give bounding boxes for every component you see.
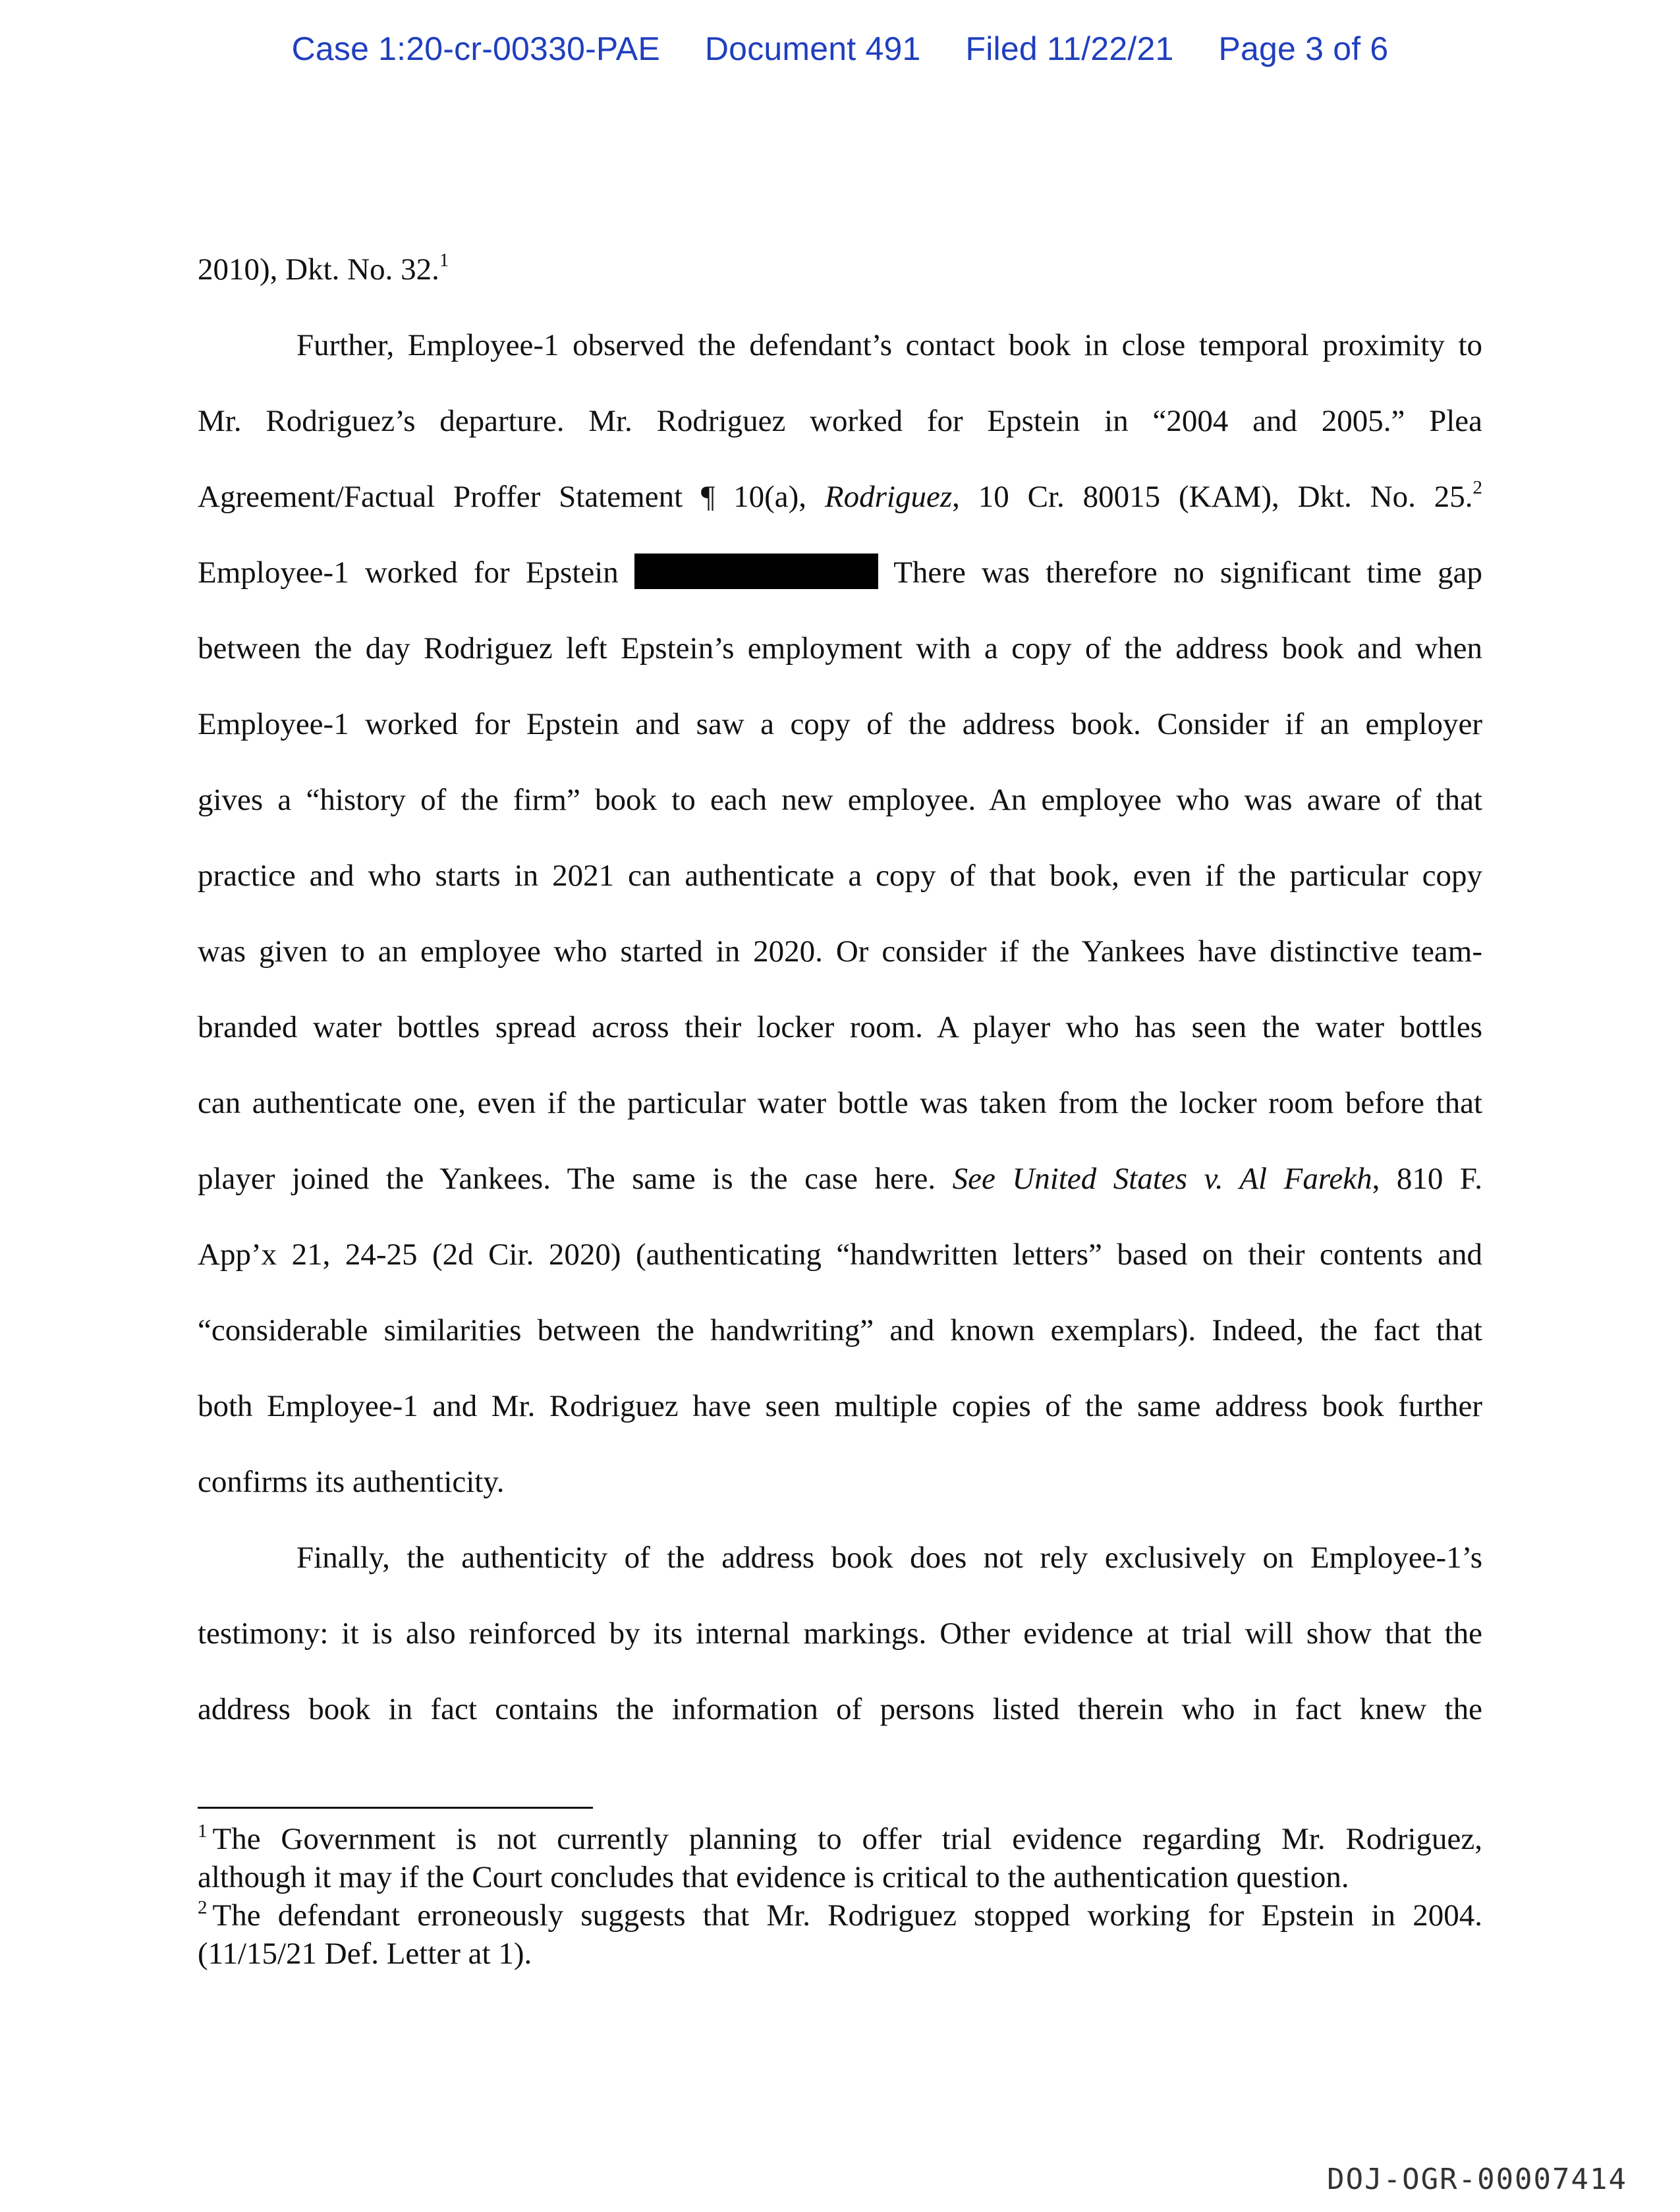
text-line: address book in fact contains the information of persons listed therein who in fact knew the xyxy=(198,1692,1482,1726)
text-line: Employee-1 worked for Epstein There was therefore no significant time gap xyxy=(198,535,1482,611)
paragraph-start: Further, Employee-1 observed the defendant’s contact book in close temporal proximity to xyxy=(296,328,1482,362)
text-line: Employee-1 worked for Epstein and saw a copy of the address book. Consider if an employer xyxy=(198,707,1482,741)
footnote-ref-2: 2 xyxy=(1472,477,1483,498)
footnote-ref-1: 1 xyxy=(439,250,449,271)
footnote-1: $^1$ The Government is not currently planning to offer trial evidence regarding Mr. Rodriguez, xyxy=(198,1821,1482,1856)
text-line: can authenticate one, even if the particular water bottle was taken from the locker room before that xyxy=(198,1086,1482,1120)
text-line: testimony: it is also reinforced by its internal markings. Other evidence at trial will show that the xyxy=(198,1616,1482,1651)
footnote-2-cont: (11/15/21 Def. Letter at 1). xyxy=(198,1937,532,1971)
redaction-block xyxy=(634,553,878,589)
ecf-header xyxy=(0,30,1680,68)
document-number: Document 491 xyxy=(704,30,921,67)
text-line: Mr. Rodriguez’s departure. Mr. Rodriguez worked for Epstein in “2004 and 2005.” Plea xyxy=(198,404,1482,438)
bates-number: DOJ-OGR-00007414 xyxy=(1327,2163,1627,2196)
text-line: confirms its authenticity. xyxy=(198,1465,505,1499)
text-line: 2010), Dkt. No. 32.$^1$ xyxy=(198,250,449,287)
text-line: Agreement/Factual Proffer Statement ¶ 10(a), Rodriguez, 10 Cr. 80015 (KAM), Dkt. No. 25.$^2$ xyxy=(198,477,1483,514)
text-line: “considerable similarities between the handwriting” and known exemplars). Indeed, the fact that xyxy=(198,1313,1482,1347)
footnotes xyxy=(198,1820,1482,1973)
text-line: practice and who starts in 2021 can authenticate a copy of that book, even if the particular copy xyxy=(198,859,1482,893)
text-line: both Employee-1 and Mr. Rodriguez have seen multiple copies of the same address book further xyxy=(198,1389,1482,1423)
text-line: gives a “history of the firm” book to each new employee. An employee who was aware of that xyxy=(198,783,1482,817)
text-line: between the day Rodriguez left Epstein’s employment with a copy of the address book and when xyxy=(198,631,1482,666)
filed-date: Filed 11/22/21 xyxy=(965,30,1174,67)
text-line: branded water bottles spread across their locker room. A player who has seen the water bottles xyxy=(198,1010,1482,1044)
case-number: Case 1:20-cr-00330-PAE xyxy=(291,30,660,67)
footnote-1-cont: although it may if the Court concludes that evidence is critical to the authentication question. xyxy=(198,1860,1349,1894)
case-citation: See United States v. Al Farekh xyxy=(952,1162,1372,1196)
paragraph-start: Finally, the authenticity of the address book does not rely exclusively on Employee-1’s xyxy=(296,1541,1482,1575)
text-line: App’x 21, 24-25 (2d Cir. 2020) (authenticating “handwritten letters” based on their contents and xyxy=(198,1237,1482,1272)
text-line: player joined the Yankees. The same is the case here. See United States v. Al Farekh, 810 F. xyxy=(198,1162,1482,1196)
footnote-2: $^2$ The defendant erroneously suggests that Mr. Rodriguez stopped working for Epstein in 2004. xyxy=(198,1897,1482,1933)
body-text xyxy=(198,232,1482,1747)
footnote-divider xyxy=(198,1807,593,1809)
page-number: Page 3 of 6 xyxy=(1218,30,1389,67)
text-line: was given to an employee who started in 2020. Or consider if the Yankees have distinctive team- xyxy=(198,934,1482,969)
